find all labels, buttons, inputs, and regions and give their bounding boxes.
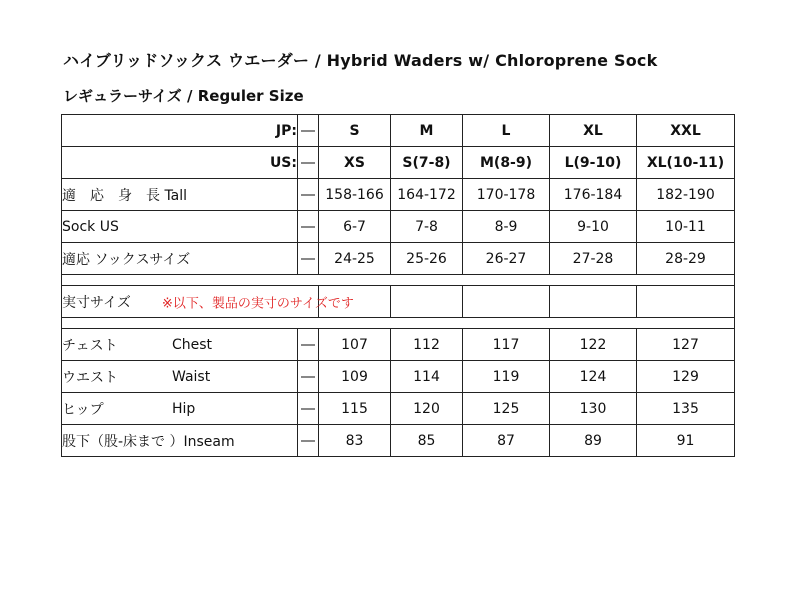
table-spacer-row: [62, 275, 735, 286]
cell-sock-us-1: 6-7: [319, 211, 391, 243]
cell-tall-5: 182-190: [637, 179, 735, 211]
table-row-us: [62, 147, 735, 179]
cell-jp-l: L: [463, 115, 550, 147]
cell-jp-xl: XL: [550, 115, 637, 147]
page-subtitle: レギュラーサイズ / Reguler Size: [63, 87, 304, 105]
cell-waist-4: 124: [550, 361, 637, 393]
table-row-chest: [62, 329, 735, 361]
cell-tall-2: 164-172: [391, 179, 463, 211]
cell-inseam-5: 91: [637, 425, 735, 457]
cell-waist-1: 109: [319, 361, 391, 393]
cell-sock-size-3: 26-27: [463, 243, 550, 275]
cell-sock-us-2: 7-8: [391, 211, 463, 243]
dash-cell: ―: [298, 329, 319, 361]
cell-inseam-3: 87: [463, 425, 550, 457]
cell-chest-4: 122: [550, 329, 637, 361]
table-row-waist: [62, 361, 735, 393]
dash-cell: ―: [298, 179, 319, 211]
size-chart-table: [61, 114, 735, 457]
cell-tall-3: 170-178: [463, 179, 550, 211]
row-label-sock-us: Sock US: [62, 211, 298, 243]
cell-chest-5: 127: [637, 329, 735, 361]
dash-cell: ―: [298, 425, 319, 457]
cell-inseam-2: 85: [391, 425, 463, 457]
cell-sock-size-5: 28-29: [637, 243, 735, 275]
cell-us-1: XS: [319, 147, 391, 179]
table-row-sock-size: [62, 243, 735, 275]
cell-chest-2: 112: [391, 329, 463, 361]
cell-us-2: S(7-8): [391, 147, 463, 179]
actual-size-cell: [62, 286, 354, 318]
cell-sock-us-3: 8-9: [463, 211, 550, 243]
table-spacer-row: [62, 318, 735, 329]
dash-cell: ―: [298, 243, 319, 275]
cell-waist-5: 129: [637, 361, 735, 393]
cell-hip-1: 115: [319, 393, 391, 425]
row-label-tall: 適 応 身 長 Tall: [62, 179, 298, 211]
cell-inseam-1: 83: [319, 425, 391, 457]
cell-tall-4: 176-184: [550, 179, 637, 211]
table-row-tall: [62, 179, 735, 211]
cell-chest-3: 117: [463, 329, 550, 361]
cell-hip-3: 125: [463, 393, 550, 425]
table-row-hip: [62, 393, 735, 425]
cell-waist-3: 119: [463, 361, 550, 393]
table-row-jp: [62, 115, 735, 147]
label-jp: ヒップ: [62, 401, 104, 418]
cell-hip-4: 130: [550, 393, 637, 425]
row-label-sock-size: 適応 ソックスサイズ: [62, 243, 298, 275]
cell-sock-size-4: 27-28: [550, 243, 637, 275]
table-row-actual-note: [62, 286, 735, 318]
cell-sock-size-2: 25-26: [391, 243, 463, 275]
table-row-inseam: [62, 425, 735, 457]
dash-cell: ―: [298, 393, 319, 425]
cell-sock-size-1: 24-25: [319, 243, 391, 275]
cell-us-3: M(8-9): [463, 147, 550, 179]
actual-size-label: 実寸サイズ: [62, 294, 131, 311]
cell-chest-1: 107: [319, 329, 391, 361]
cell-jp-s: S: [319, 115, 391, 147]
cell-hip-2: 120: [391, 393, 463, 425]
row-label-jp: JP:: [62, 115, 298, 147]
label-en: Chest: [172, 336, 213, 353]
dash-cell: ―: [298, 211, 319, 243]
cell-inseam-4: 89: [550, 425, 637, 457]
cell-jp-m: M: [391, 115, 463, 147]
cell-us-5: XL(10-11): [637, 147, 735, 179]
table-row-sock-us: [62, 211, 735, 243]
dash-cell: ―: [298, 147, 319, 179]
cell-jp-xxl: XXL: [637, 115, 735, 147]
cell-sock-us-5: 10-11: [637, 211, 735, 243]
row-label-waist: [62, 361, 298, 393]
label-en: Waist: [172, 368, 211, 385]
label-jp: チェスト: [62, 337, 118, 354]
actual-size-note: ※以下、製品の実寸のサイズです: [162, 296, 354, 311]
row-label-inseam: 股下（股-床まで ）Inseam: [62, 425, 298, 457]
page-title: ハイブリッドソックス ウエーダー / Hybrid Waders w/ Chloroprene Sock: [63, 51, 658, 70]
dash-cell: ―: [298, 115, 319, 147]
label-en: Hip: [172, 400, 196, 417]
cell-tall-1: 158-166: [319, 179, 391, 211]
dash-cell: ―: [298, 361, 319, 393]
row-label-chest: [62, 329, 298, 361]
row-label-hip: [62, 393, 298, 425]
label-jp: ウエスト: [62, 369, 118, 386]
cell-waist-2: 114: [391, 361, 463, 393]
row-label-us: US:: [62, 147, 298, 179]
cell-sock-us-4: 9-10: [550, 211, 637, 243]
cell-us-4: L(9-10): [550, 147, 637, 179]
cell-hip-5: 135: [637, 393, 735, 425]
